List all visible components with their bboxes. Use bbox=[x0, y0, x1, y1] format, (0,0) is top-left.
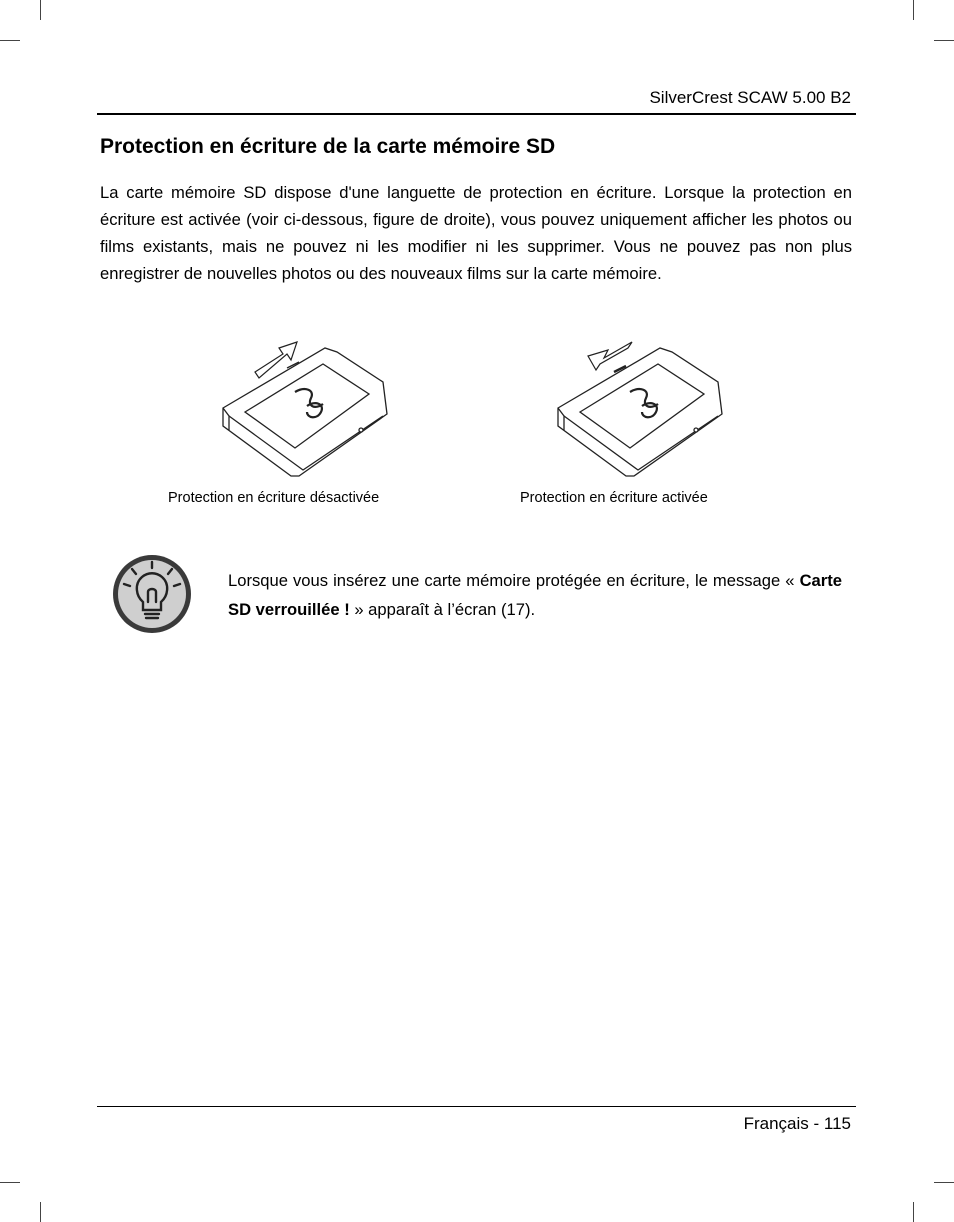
crop-mark bbox=[0, 1182, 20, 1183]
lightbulb-icon bbox=[110, 552, 194, 636]
crop-mark bbox=[934, 40, 954, 41]
intro-paragraph: La carte mémoire SD dispose d'une languette de protection en écriture. Lorsque la protection en écriture est activée (voir ci-dessous, figure de droite), vous pouvez uniquement afficher les photos ou films existants, mais ne pouvez ni les modifier ni les supprimer. Vous ne pouvez pas non plus enregistrer de nouvelles photos ou des nouveaux films sur la carte mémoire. bbox=[100, 183, 852, 283]
crop-mark bbox=[934, 1182, 954, 1183]
caption-unlocked: Protection en écriture désactivée bbox=[168, 490, 380, 506]
crop-mark bbox=[913, 1202, 914, 1222]
sd-card-unlocked-icon bbox=[223, 348, 387, 476]
section-title: Protection en écriture de la carte mémoire SD bbox=[100, 135, 556, 158]
crop-mark bbox=[913, 0, 914, 20]
footer-rule bbox=[97, 1106, 856, 1107]
tip-text-after: » apparaît à l’écran (17). bbox=[349, 600, 536, 619]
crop-mark bbox=[40, 0, 41, 20]
tip-text-bold: Carte SD verrouillée ! bbox=[228, 571, 842, 619]
running-header: SilverCrest SCAW 5.00 B2 bbox=[649, 88, 851, 107]
header-rule bbox=[97, 113, 856, 115]
page-number: Français - 115 bbox=[743, 1114, 851, 1133]
tip-text bbox=[228, 566, 842, 624]
crop-mark bbox=[40, 1202, 41, 1222]
sd-card-unlocked-figure bbox=[215, 330, 395, 480]
caption-locked: Protection en écriture activée bbox=[520, 490, 708, 506]
crop-mark bbox=[0, 40, 20, 41]
tip-text-before: Lorsque vous insérez une carte mémoire protégée en écriture, le message « bbox=[228, 571, 800, 590]
sd-card-locked-figure bbox=[550, 330, 730, 480]
sd-card-locked-icon bbox=[558, 348, 722, 476]
